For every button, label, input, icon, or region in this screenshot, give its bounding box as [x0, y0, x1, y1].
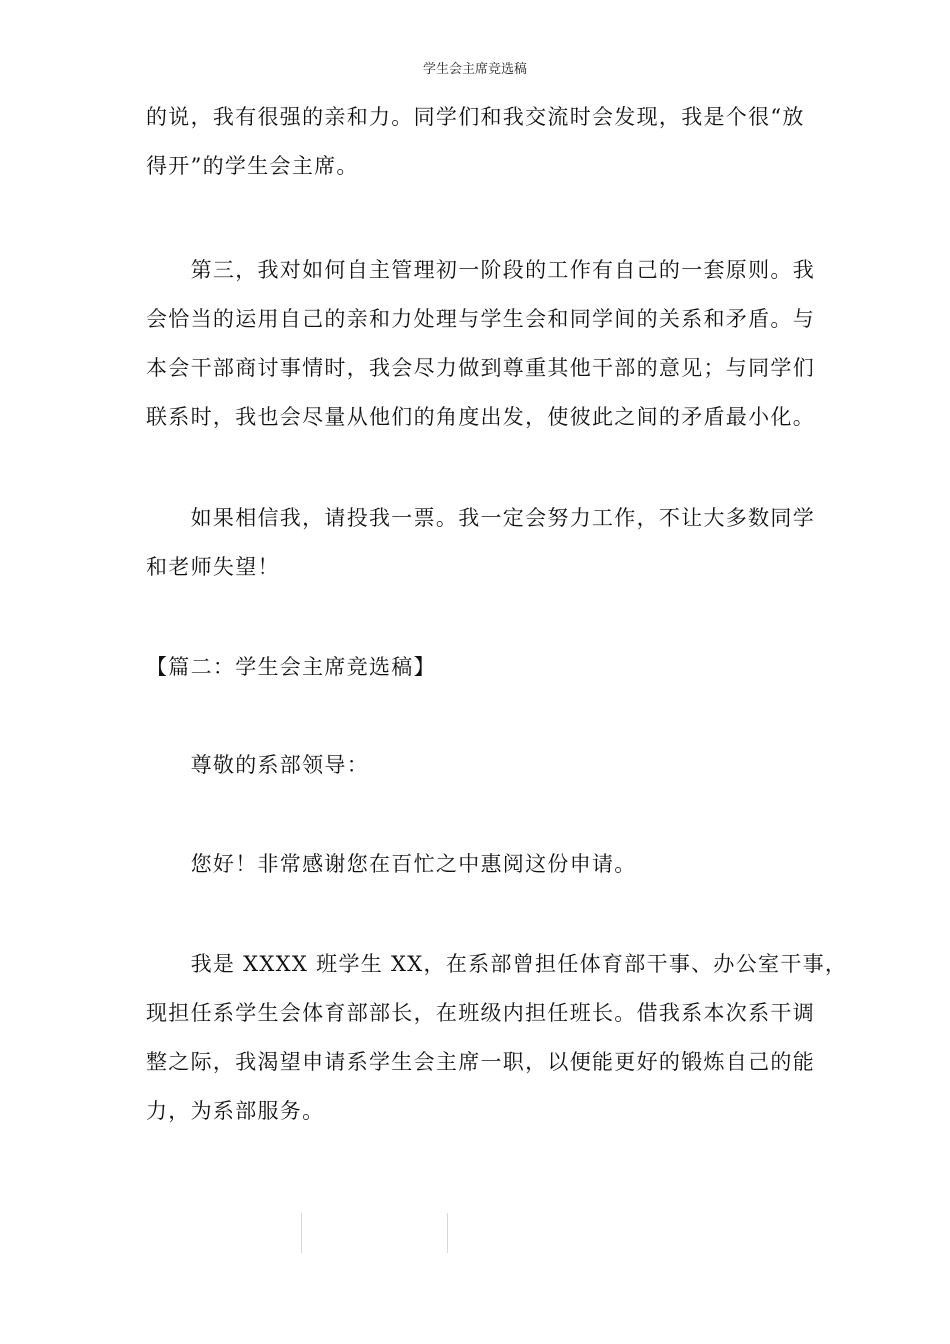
- page-header: 学生会主席竞选稿: [422, 62, 527, 77]
- text-line: 第三，我对如何自主管理初一阶段的工作有自己的一套原则。我: [146, 258, 815, 282]
- paragraph-third-point: [146, 246, 818, 442]
- text-line: 和老师失望！: [146, 555, 280, 579]
- text-line: 整之际，我渴望申请系学生会主席一职，以便能更好的锻炼自己的能: [146, 1050, 815, 1074]
- text-line: 联系时，我也会尽量从他们的角度出发，使彼此之间的矛盾最小化。: [146, 405, 815, 429]
- section-heading: [146, 643, 818, 692]
- text-line: 尊敬的系部领导：: [146, 753, 369, 777]
- paragraph-vote-request: [146, 494, 818, 592]
- paragraph-continuation: [146, 93, 818, 191]
- text-line: 【篇二：学生会主席竞选稿】: [146, 655, 436, 679]
- greeting: [146, 840, 818, 889]
- text-line: 如果相信我，请投我一票。我一定会努力工作，不让大多数同学: [146, 506, 815, 530]
- text-line: 力，为系部服务。: [146, 1099, 325, 1123]
- text-line: 的说，我有很强的亲和力。同学们和我交流时会发现，我是个很“放: [146, 105, 805, 129]
- page-footer-box: [301, 1213, 448, 1253]
- salutation: [146, 741, 818, 790]
- text-line: 您好！非常感谢您在百忙之中惠阅这份申请。: [146, 852, 637, 876]
- text-line: 现担任系学生会体育部部长，在班级内担任班长。借我系本次系干调: [146, 1001, 815, 1025]
- text-line: 会恰当的运用自己的亲和力处理与学生会和同学间的关系和矛盾。与: [146, 307, 815, 331]
- text-line: 本会干部商讨事情时，我会尽力做到尊重其他干部的意见；与同学们: [146, 356, 815, 380]
- paragraph-introduction: [146, 940, 848, 1136]
- text-line: 我是 XXXX 班学生 XX，在系部曾担任体育部干事、办公室干事，: [146, 952, 848, 976]
- text-line: 得开”的学生会主席。: [146, 154, 359, 178]
